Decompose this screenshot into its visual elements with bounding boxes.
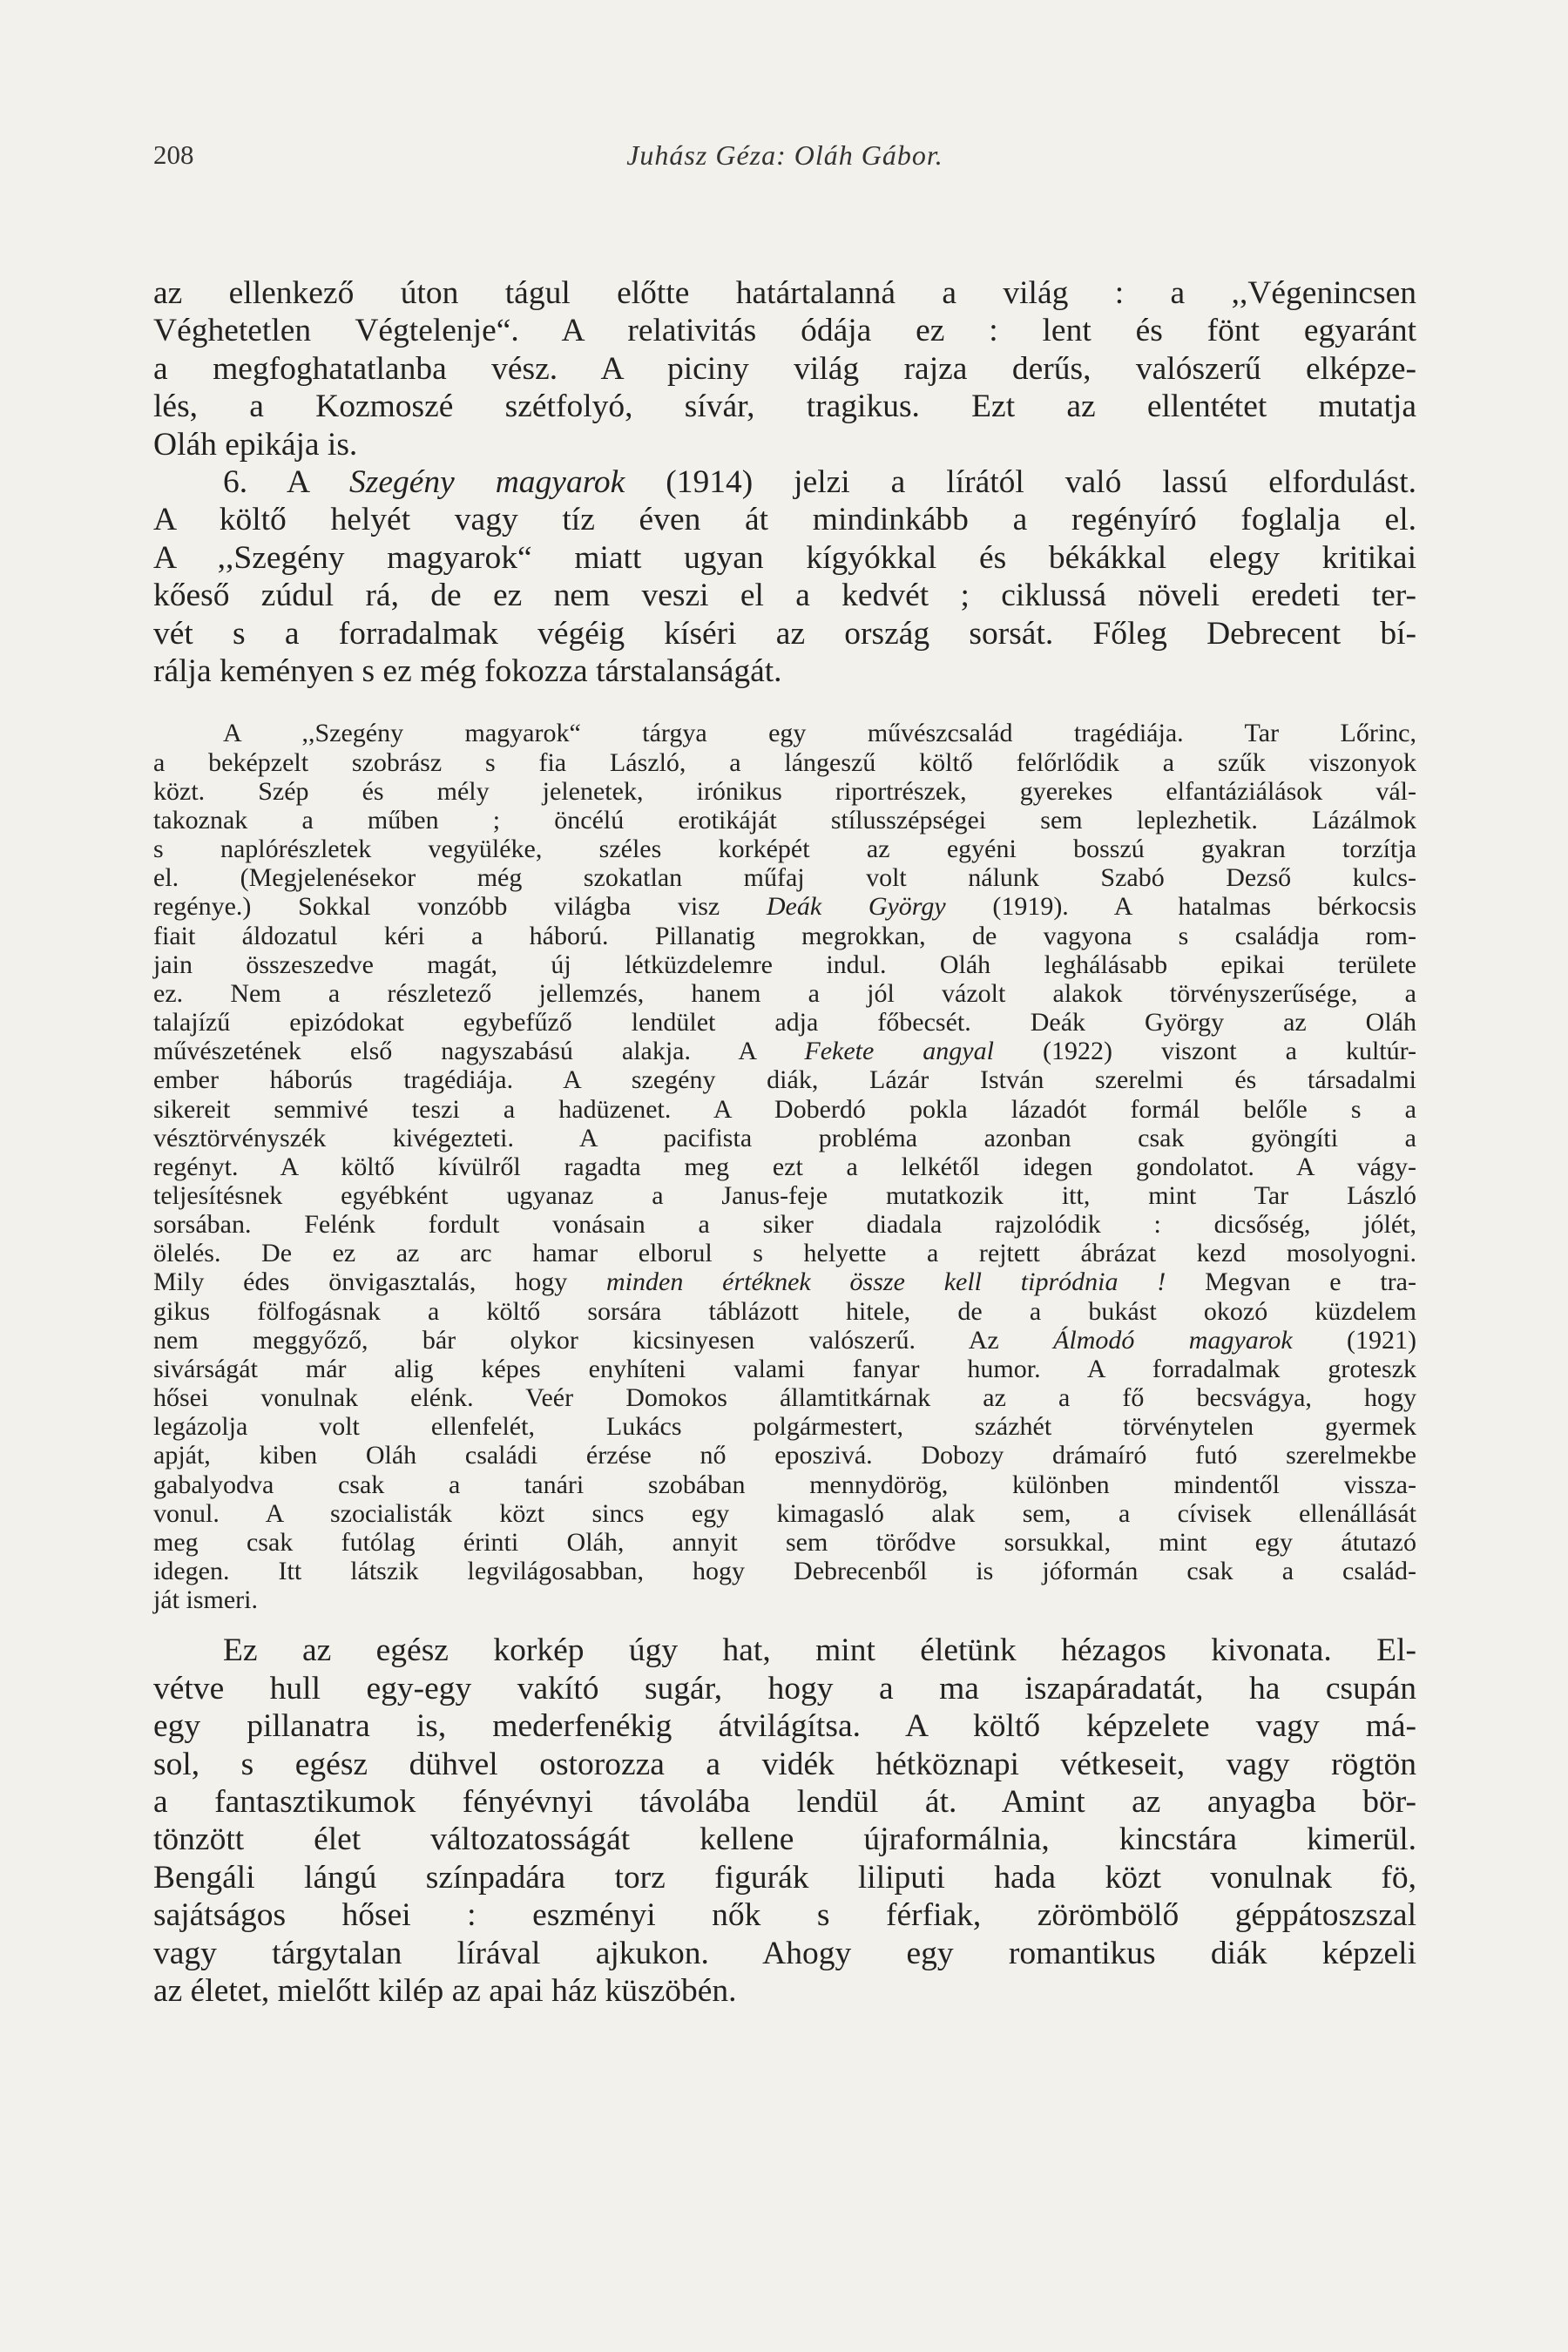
text-segment: 6. A	[223, 464, 349, 501]
text-line: sorsában. Felénk fordult vonásain a siker diadala rajzolódik : dicsőség, jólét,	[153, 1210, 1416, 1240]
book-title: Álmodó magyarok	[1053, 1325, 1293, 1355]
text-line: a beképzelt szobrász s fia László, a lángeszű költő felőrlődik a szűk viszonyok	[153, 747, 1416, 777]
text-segment: A ,,Szegény magyarok“ tárgya egy művészcsalád tragédiája. Tar Lőrinc,	[223, 719, 1416, 748]
text-line: rálja keményen s ez még fokozza társtalanságát.	[153, 653, 782, 690]
book-title: Szegény magyarok	[348, 464, 625, 501]
text-line: a megfoghatatlanba vész. A piciny világ rajza derűs, valószerű elképze-	[153, 350, 1416, 387]
text-line: legázolja volt ellenfelét, Lukács polgármestert, százhét törvénytelen gyermek	[153, 1412, 1416, 1442]
quote: minden értéknek össze kell tipródnia !	[606, 1267, 1166, 1297]
text-line: meg csak futólag érinti Oláh, annyit sem törődve sorsukkal, mint egy átutazó	[153, 1527, 1416, 1557]
text-segment: (1921)	[1292, 1325, 1417, 1355]
page-number: 208	[153, 139, 194, 170]
book-title: Fekete angyal	[804, 1037, 994, 1066]
text-line	[153, 892, 1416, 921]
text-line: vésztörvényszék kivégezteti. A pacifista probléma azonban csak gyöngíti a	[153, 1123, 1416, 1152]
text-line: talajízű epizódokat egybefűző lendület adja főbecsét. Deák György az Oláh	[153, 1008, 1416, 1037]
paragraph-closing	[153, 1632, 1416, 2010]
text-line: az ellenkező úton tágul előtte határtalanná a világ : a ,,Végenincsen	[153, 275, 1416, 311]
text-line: vétve hull egy-egy vakító sugár, hogy a ma iszapáradatát, ha csupán	[153, 1670, 1416, 1707]
text-line: teljesítésnek egyébként ugyanaz a Janus-feje mutatkozik itt, mint Tar László	[153, 1180, 1416, 1210]
text-line: sivárságát már alig képes enyhíteni valami fanyar humor. A forradalmak groteszk	[153, 1354, 1416, 1383]
text-line: Oláh epikája is.	[153, 426, 358, 463]
text-line: a fantasztikumok fényévnyi távolába lendül át. Amint az anyagba bör-	[153, 1783, 1416, 1820]
text-line	[153, 1632, 1416, 1669]
text-segment: (1922) viszont a kultúr-	[993, 1037, 1416, 1066]
text-line: apját, kiben Oláh családi érzése nő eposzivá. Dobozy drámaíró futó szerelmekbe	[153, 1441, 1416, 1470]
text-line: sol, s egész dühvel ostorozza a vidék hétköznapi vétkeseit, vagy rögtön	[153, 1746, 1416, 1782]
text-line: takoznak a műben ; öncélú erotikáját stílusszépségei sem leplezhetik. Lázálmok	[153, 805, 1416, 835]
text-line	[153, 1267, 1416, 1296]
text-line: Bengáli lángú színpadára torz figurák liliputi hada közt vonulnak fö,	[153, 1859, 1416, 1896]
text-segment: Mily édes önvigasztalás, hogy	[153, 1267, 607, 1297]
text-line: tönzött élet változatosságát kellene újraformálnia, kincstára kimerül.	[153, 1821, 1416, 1858]
text-line: vonul. A szocialisták közt sincs egy kimagasló alak sem, a cívisek ellenállását	[153, 1498, 1416, 1528]
text-line: A ,,Szegény magyarok“ miatt ugyan kígyókkal és békákkal elegy kritikai	[153, 539, 1416, 576]
running-title: Juhász Géza: Oláh Gábor.	[626, 139, 943, 171]
text-line: ját ismeri.	[153, 1585, 258, 1615]
text-line: gabalyodva csak a tanári szobában mennydörög, különben mindentől vissza-	[153, 1470, 1416, 1499]
text-line	[153, 463, 1416, 501]
page-body	[153, 274, 1416, 2010]
text-line: ez. Nem a részletező jellemzés, hanem a jól vázolt alakok törvényszerűsége, a	[153, 978, 1416, 1008]
text-line: ember háborús tragédiája. A szegény diák, Lázár István szerelmi és társadalmi	[153, 1065, 1416, 1095]
text-segment: Ez az egész korkép úgy hat, mint életünk hézagos kivonata. El-	[223, 1632, 1416, 1669]
text-line: s naplórészletek vegyüléke, széles korképét az egyéni bosszú gyakran torzítja	[153, 835, 1416, 864]
text-line: fiait áldozatul kéri a háború. Pillanatig megrokkan, de vagyona s családja rom-	[153, 921, 1416, 950]
paragraph-small-print	[153, 719, 1416, 1614]
text-line: sajátságos hősei : eszményi nők s férfiak, zörömbölő géppátoszszal	[153, 1897, 1416, 1934]
text-line	[153, 1037, 1416, 1065]
text-line: ölelés. De ez az arc hamar elborul s helyette a rejtett ábrázat kezd mosolyogni.	[153, 1239, 1416, 1268]
text-segment: nem meggyőző, bár olykor kicsinyesen valószerű. Az	[153, 1325, 1054, 1355]
paragraph-section-6	[153, 463, 1416, 690]
text-line: az életet, mielőtt kilép az apai ház küszöbén.	[153, 1972, 737, 2009]
text-line: gikus fölfogásnak a költő sorsára táblázott hitele, de a bukást okozó küzdelem	[153, 1296, 1416, 1326]
page-header	[153, 139, 1416, 192]
text-line	[153, 719, 1416, 747]
text-line	[153, 1326, 1416, 1355]
text-line: egy pillanatra is, mederfenékig átvilágítsa. A költő képzelete vagy má-	[153, 1708, 1416, 1745]
text-line: el. (Megjelenésekor még szokatlan műfaj volt nálunk Szabó Dezső kulcs-	[153, 863, 1416, 893]
text-line: jain összeszedve magát, új létküzdelemre indul. Oláh leghálásabb epikai területe	[153, 950, 1416, 979]
text-line: idegen. Itt látszik legvilágosabban, hogy Debrecenből is jóformán csak a család-	[153, 1557, 1416, 1585]
text-line: A költő helyét vagy tíz éven át mindinkább a regényíró foglalja el.	[153, 502, 1416, 538]
text-line: sikereit semmivé teszi a hadüzenet. A Doberdó pokla lázadót formál belőle s a	[153, 1094, 1416, 1124]
text-line: regényt. A költő kívülről ragadta meg ezt a lelkétől idegen gondolatot. A vágy-	[153, 1152, 1416, 1181]
text-line: vagy tárgytalan lírával ajkukon. Ahogy egy romantikus diák képzeli	[153, 1935, 1416, 1971]
text-segment: művészetének első nagyszabású alakja. A	[153, 1037, 805, 1066]
text-line: vét s a forradalmak végéig kíséri az ország sorsát. Főleg Debrecent bí-	[153, 615, 1416, 652]
text-line: kőeső zúdul rá, de ez nem veszi el a kedvét ; ciklussá növeli eredeti ter-	[153, 578, 1416, 614]
text-segment: (1914) jelzi a lírától való lassú elfordulást.	[625, 464, 1416, 501]
text-line: hősei vonulnak elénk. Veér Domokos államtitkárnak az a fő becsvágya, hogy	[153, 1383, 1416, 1413]
text-line: Véghetetlen Végtelenje“. A relativitás ódája ez : lent és fönt egyaránt	[153, 313, 1416, 349]
text-line: közt. Szép és mély jelenetek, irónikus riportrészek, gyerekes elfantáziálások vál-	[153, 776, 1416, 806]
text-line: lés, a Kozmoszé szétfolyó, sívár, tragikus. Ezt az ellentétet mutatja	[153, 389, 1416, 425]
book-title: Deák György	[766, 892, 946, 922]
paragraph-continuation	[153, 274, 1416, 463]
text-segment: Megvan e tra-	[1166, 1267, 1416, 1297]
text-segment: (1919). A hatalmas bérkocsis	[945, 892, 1416, 922]
text-segment: regénye.) Sokkal vonzóbb világba visz	[153, 892, 767, 922]
